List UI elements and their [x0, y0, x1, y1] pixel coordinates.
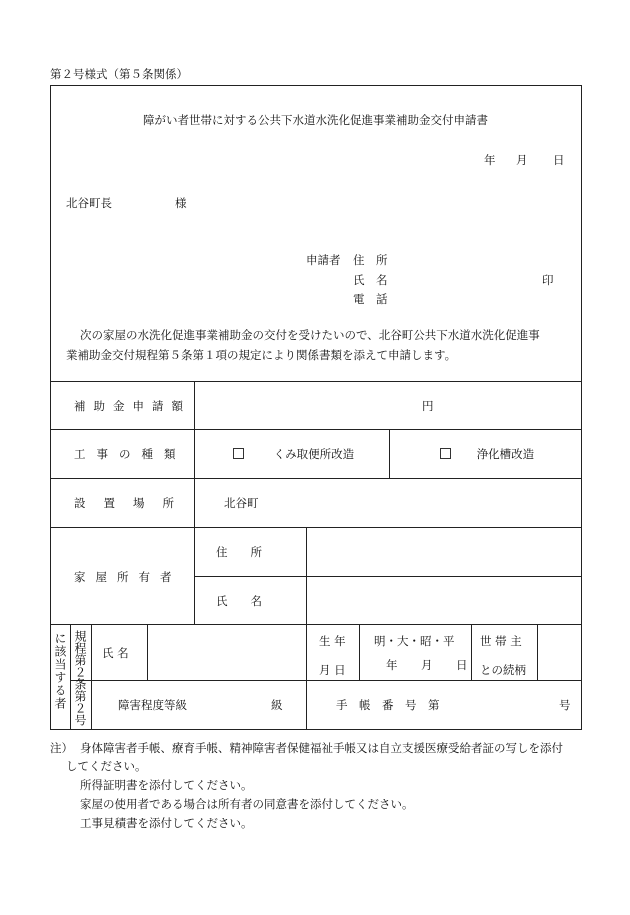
applicant-label: 申請者 — [306, 253, 341, 267]
amount-unit[interactable]: 円 — [422, 399, 434, 413]
note-1-line1: 身体障害者手帳、療育手帳、精神障害者保健福祉手帳又は自立支援医療受給者証の写しを添付 — [80, 741, 563, 755]
applicant-name-label: 氏 名 — [353, 273, 388, 287]
table-line — [389, 429, 390, 478]
option-jokaso[interactable] — [440, 446, 534, 462]
addressee: 北谷町長 — [66, 196, 112, 210]
q-name-label: 氏 名 — [102, 646, 129, 660]
body-text-line2: 業補助金交付規程第５条第１項の規定により関係書類を添えて申請します。 — [66, 348, 457, 362]
relation-label-2: との続柄 — [480, 663, 526, 677]
qualify-label-2: 規程第２条第２号 — [73, 630, 87, 726]
work-type-label: 工事の種類 — [74, 447, 187, 461]
form-title: 障がい者世帯に対する公共下水道水洗化促進事業補助金交付申請書 — [143, 113, 488, 127]
date-year[interactable]: 年 — [484, 153, 496, 167]
date-day[interactable]: 日 — [553, 153, 565, 167]
table-line — [194, 381, 195, 624]
grade-unit[interactable]: 級 — [271, 698, 283, 712]
table-line — [306, 527, 307, 730]
handbook-unit[interactable]: 号 — [559, 698, 571, 712]
table-line — [70, 624, 71, 730]
handbook-label: 手 帳 番 号 第 — [336, 698, 440, 712]
option-jokaso-label: 浄化槽改造 — [476, 447, 535, 461]
table-line — [147, 624, 148, 680]
body-text-line1: 次の家屋の水洗化促進事業補助金の交付を受けたいので、北谷町公共下水道水洗化促進事 — [80, 328, 540, 342]
table-line — [194, 576, 582, 577]
applicant-address-label: 住 所 — [353, 253, 388, 267]
era-label[interactable]: 明・大・昭・平 — [374, 634, 455, 648]
table-line — [50, 624, 582, 625]
form-number: 第２号様式（第５条関係） — [50, 67, 188, 81]
birth-label-2: 月 日 — [319, 663, 346, 677]
option-kumitori-label: くみ取便所改造 — [273, 447, 355, 461]
location-value[interactable]: 北谷町 — [224, 496, 259, 510]
checkbox-jokaso[interactable] — [440, 448, 451, 459]
owner-name-label: 氏 名 — [216, 594, 262, 608]
table-line — [359, 624, 360, 680]
amount-label: 補助金申請額 — [74, 399, 191, 413]
qualify-label-1: に該当する者 — [53, 632, 67, 710]
era-day[interactable]: 日 — [456, 658, 468, 672]
relation-label-1: 世 帯 主 — [480, 634, 522, 648]
table-line — [50, 381, 582, 382]
table-line — [50, 429, 582, 430]
applicant-phone-label: 電 話 — [353, 292, 388, 306]
era-month[interactable]: 月 — [421, 658, 433, 672]
option-kumitori[interactable] — [233, 446, 354, 462]
note-1-line2: してください。 — [66, 759, 147, 773]
table-line — [91, 624, 92, 730]
note-4: 工事見積書を添付してください。 — [80, 816, 253, 830]
era-year[interactable]: 年 — [386, 658, 398, 672]
owner-address-label: 住 所 — [216, 545, 262, 559]
note-2: 所得証明書を添付してください。 — [80, 778, 253, 792]
seal-label: 印 — [542, 273, 554, 287]
addressee-suffix: 様 — [175, 196, 187, 210]
disability-label: 障害程度等級 — [118, 698, 187, 712]
note-prefix: 注） — [50, 741, 73, 755]
table-line — [70, 680, 582, 681]
table-line — [50, 527, 582, 528]
table-line — [537, 624, 538, 680]
checkbox-kumitori[interactable] — [233, 448, 244, 459]
location-label: 設置場所 — [74, 496, 192, 510]
table-line — [471, 624, 472, 680]
table-line — [50, 478, 582, 479]
birth-label-1: 生 年 — [319, 634, 346, 648]
owner-label: 家屋所有者 — [74, 570, 182, 584]
date-month[interactable]: 月 — [516, 153, 528, 167]
note-3: 家屋の使用者である場合は所有者の同意書を添付してください。 — [80, 797, 414, 811]
